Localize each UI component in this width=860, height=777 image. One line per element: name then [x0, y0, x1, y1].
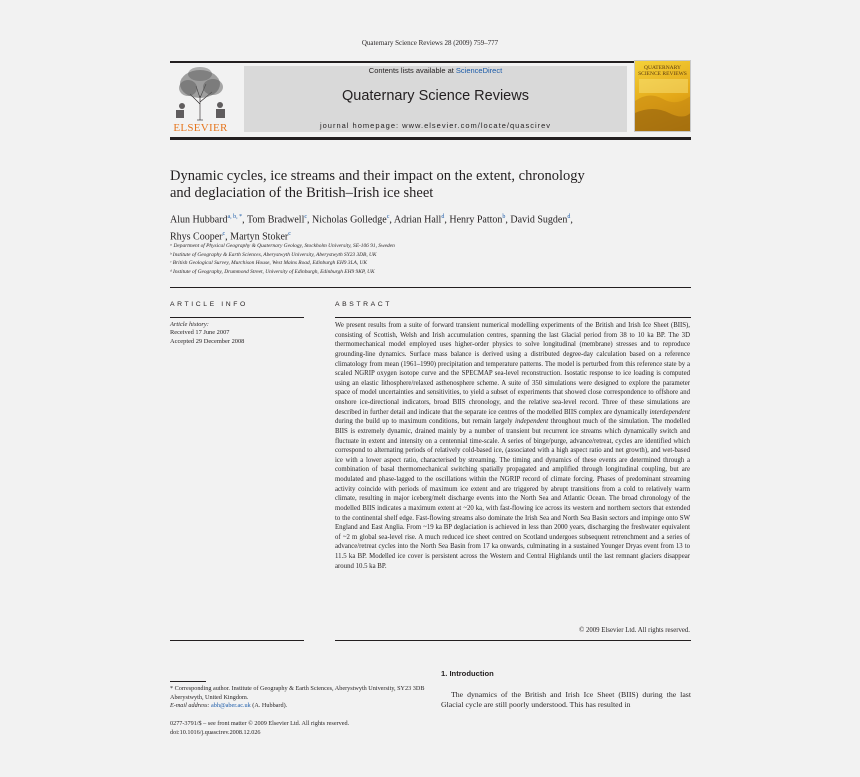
- author-affiliation-marker[interactable]: c: [304, 214, 308, 220]
- journal-homepage-link[interactable]: journal homepage: www.elsevier.com/locate/quascirev: [319, 121, 552, 130]
- author-name[interactable]: Henry Patton: [449, 214, 503, 226]
- elsevier-logo[interactable]: [170, 64, 231, 134]
- accepted-date: Accepted 29 December 2008: [170, 337, 245, 345]
- affiliation-item: ᵈ Institute of Geography, Drummond Street, University of Edinburgh, Edinburgh EH9 9KP, UK: [170, 268, 375, 275]
- section-divider: [170, 287, 691, 288]
- affiliation-item: ᶜ British Geological Survey, Murchison House, West Mains Road, Edinburgh EH9 3LA, UK: [170, 260, 367, 267]
- author-affiliation-marker[interactable]: d: [441, 214, 445, 220]
- author-name[interactable]: Nicholas Golledge: [312, 214, 387, 226]
- author-separator: ,: [242, 214, 247, 226]
- author-separator: ,: [389, 214, 394, 226]
- journal-citation: Quaternary Science Reviews 28 (2009) 759–777: [361, 39, 499, 47]
- email-label: E-mail address:: [170, 702, 212, 710]
- copyright-notice: © 2009 Elsevier Ltd. All rights reserved.: [579, 627, 690, 634]
- article-title: [170, 168, 670, 202]
- issn-line: 0277-3791/$ – see front matter © 2009 Elsevier Ltd. All rights reserved.: [170, 720, 350, 727]
- author-name[interactable]: Adrian Hall: [393, 214, 442, 226]
- authors-line-1: [170, 210, 690, 227]
- corresponding-author-text: * Corresponding author. Institute of Geography & Earth Sciences, Aberystwyth University, SY23 3DB Aberystwyth, United Kingdom.: [170, 685, 425, 701]
- author-affiliation-marker[interactable]: c: [386, 214, 390, 220]
- history-label: Article history:: [170, 321, 209, 328]
- footnote-rule: [170, 681, 206, 682]
- author-affiliation-marker[interactable]: a, b, *: [227, 214, 243, 220]
- doi-link[interactable]: doi:10.1016/j.quascirev.2008.12.026: [170, 728, 261, 736]
- publication-info: [170, 720, 450, 737]
- journal-name: Quaternary Science Reviews: [342, 88, 529, 104]
- email-suffix: (A. Hubbard).: [250, 702, 288, 710]
- article-info-rule: [170, 317, 304, 318]
- journal-cover-thumbnail[interactable]: [634, 60, 691, 132]
- contents-line: [244, 66, 627, 75]
- abstract-emphasis: independent: [514, 418, 549, 426]
- article-info-heading: ARTICLE INFO: [170, 301, 248, 308]
- affiliation-item: ᵇ Institute of Geography & Earth Sciences, Aberystwyth University, Aberystwyth SY23 3DB, UK: [170, 251, 377, 258]
- abstract-part: throughout much of the simulation. The modelled BIIS is extremely dynamic, drained mainly by a number of transient but recurrent ice streams which dynamically switch and fluctuate in extent and intensity on a centennial time-scale. A series of binge/purge, advance/retreat, cycles are identified which correspond to alternating periods of relatively cold-based ice, (associated with a high aspect ratio and net growth), and wet-based ice with a lower aspect ratio, characterised by streaming. The timing and dynamics of these events are determined through a combination of basal thermomechanical switching spatially propagated and amplified through longitudinal coupling, but are modulated and phase-lagged to the oscillations within the NGRIP record of climate forcing. Phases of predominant streaming activity coincide with periods of maximum ice extent and are triggered by abrupt transitions from a cold to relatively warm climate, resulting in major iceberg/melt discharge events into the North Sea and Atlantic Ocean. The broad chronology of the modelled BIIS indicates a maximum extent at ~20 ka, with fast-flowing ice across its western and northern sectors that extended to the continental shelf edge. Fast-flowing streams also dominate the Irish Sea and North Sea Basin sectors and impinge onto SW England and East Anglia. From ~19 ka BP deglaciation is achieved in less than 2000 years, discharging the freshwater equivalent of ~2 m global sea-level rise. A much reduced ice sheet centred on Scotland undergoes subsequent retrenchment and a series of advance/retreat cycles into the North Sea Basin from 17 ka onwards, culminating in a sustained Younger Dryas event from 13 to 11.5 ka BP. Modelled ice cover is persistent across the Western and Central Highlands until the last remnant glaciers disappear around 10.5 ka BP.: [335, 418, 690, 570]
- author-name[interactable]: David Sugden: [510, 214, 568, 226]
- author-name[interactable]: Alun Hubbard: [170, 214, 228, 226]
- elsevier-wordmark: ELSEVIER: [173, 122, 228, 134]
- affiliation-list: [170, 242, 690, 276]
- author-separator: ,: [307, 214, 313, 226]
- abstract-text: [335, 321, 690, 571]
- abstract-emphasis: interdependent: [649, 408, 690, 416]
- sciencedirect-link[interactable]: ScienceDirect: [455, 66, 503, 75]
- journal-banner: [244, 66, 627, 132]
- author-affiliation-marker[interactable]: c: [288, 231, 291, 238]
- abstract-part: We present results from a suite of forward transient numerical modelling experiments of the British and Irish Ice Sheet (BIIS), consisting of Scottish, Welsh and Irish accumulation centres, spanning the last Glacial period from 38 to 10 ka BP. The 3D thermomechanical model employed uses higher-order physics to solve longitudinal (membrane) stresses and to reproduce grounding-line dynamics. Surface mass balance is derived using a distributed degree-day calculation based on a reference climatology from mean (1961–1990) precipitation and temperature patterns. The model is perturbed from this reference state by a scaled NGRIP oxygen isotope curve and the SPECMAP sea-level reconstruction. Isostatic response to ice loading is computed using an elastic lithosphere/relaxed asthenosphere scheme. A suite of 350 simulations were designed to explore the parameter space of model uncertainties and sensitivities, to yield a subset of experiments that showed close correspondence to offshore and onshore ice-directional indicators, broad BIIS chronology, and the relative sea-level record. Three of these simulations are described in further detail and indicate that the separate ice centres of the modelled BIIS complex are dynamically: [335, 322, 690, 416]
- corresponding-author-footnote: [170, 685, 450, 711]
- introduction-heading: 1. Introduction: [441, 669, 494, 678]
- received-date: Received 17 June 2007: [170, 329, 230, 337]
- title-line-1: Dynamic cycles, ice streams and their impact on the extent, chronology: [170, 168, 585, 184]
- abstract-bottom-rule: [335, 640, 691, 641]
- elsevier-tree-icon: [170, 64, 231, 122]
- author-separator: ,: [570, 214, 573, 226]
- author-affiliation-marker[interactable]: b: [502, 214, 506, 220]
- email-line: [170, 702, 450, 711]
- author-affiliation-marker[interactable]: c: [222, 231, 226, 238]
- author-affiliation-marker[interactable]: d: [567, 214, 571, 220]
- author-name[interactable]: Rhys Cooper: [170, 231, 223, 243]
- title-line-2: and deglaciation of the British–Irish ice sheet: [170, 185, 434, 201]
- author-list: [170, 210, 690, 245]
- article-history: [170, 321, 304, 346]
- article-info-bottom-rule: [170, 640, 304, 641]
- contents-prefix: Contents lists available at: [368, 66, 456, 75]
- abstract-rule: [335, 317, 691, 318]
- author-name[interactable]: Tom Bradwell: [247, 214, 305, 226]
- author-separator: ,: [225, 231, 231, 243]
- cover-landscape-icon: [635, 61, 691, 132]
- author-separator: ,: [505, 214, 511, 226]
- email-link[interactable]: abh@aber.ac.uk: [211, 702, 251, 710]
- cover-title: QUATERNARY SCIENCE REVIEWS: [638, 65, 687, 78]
- author-name[interactable]: Martyn Stoker: [230, 231, 289, 243]
- abstract-part: during the build up to maximum conditions, but remain largely: [335, 418, 515, 426]
- abstract-heading: ABSTRACT: [335, 301, 393, 308]
- author-separator: ,: [444, 214, 450, 226]
- header-bottom-rule: [170, 137, 691, 140]
- affiliation-item: ᵃ Department of Physical Geography & Quaternary Geology, Stockholm University, SE-106 91, Sweden: [170, 243, 395, 249]
- header-top-rule: [170, 61, 691, 63]
- introduction-text: The dynamics of the British and Irish Ice Sheet (BIIS) during the last Glacial cycle are still poorly understood. This has resulted in: [441, 690, 691, 709]
